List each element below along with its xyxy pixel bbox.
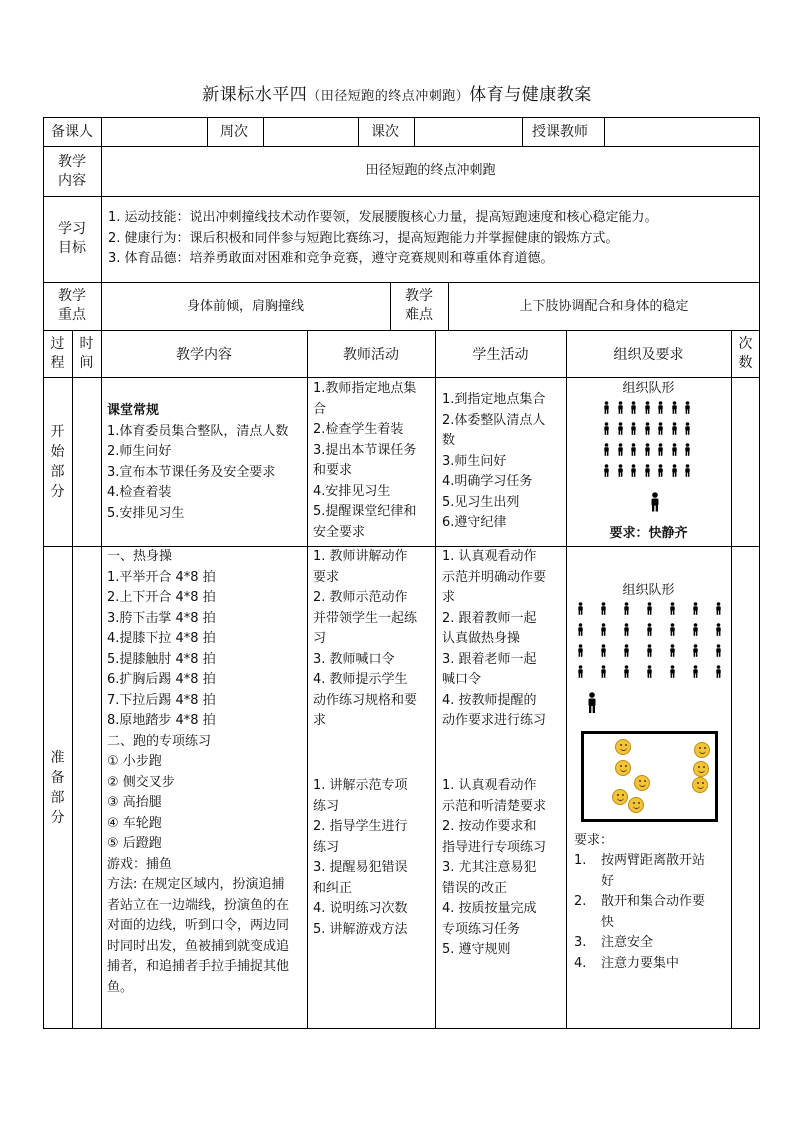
content-value: 田径短跑的终点冲刺跑: [365, 163, 496, 178]
list-item: 2.师生问好: [107, 444, 172, 459]
smiley-icon: [693, 761, 709, 777]
person-icon: [683, 422, 692, 435]
prep-student-list-drills: [442, 776, 566, 961]
person-icon: [629, 401, 638, 414]
list-item: ① 小步跑: [107, 754, 162, 769]
teacher-icon: [648, 492, 662, 512]
start-org-title: 组织队形: [622, 381, 675, 396]
person-icon: [645, 623, 654, 636]
game-field: [581, 731, 718, 822]
person-icon: [602, 401, 611, 414]
list-item: ⑤ 后蹬跑: [107, 836, 162, 851]
list-item: 时同时出发，鱼被捕到就变成追: [107, 938, 290, 954]
count-header: 次 数: [738, 336, 753, 371]
person-icon: [656, 464, 665, 477]
requirement-number: 4.: [574, 955, 587, 971]
list-item: 习: [313, 631, 327, 646]
list-item: 和要求: [313, 463, 353, 478]
start-org-requirement: 要求：快静齐: [609, 526, 688, 541]
list-item: 求: [313, 713, 327, 728]
list-item: 游戏：捕鱼: [107, 856, 173, 872]
person-icon: [714, 665, 723, 678]
content-header: 教学内容: [176, 347, 232, 363]
list-item: 练习: [313, 839, 340, 855]
list-item: 5.提膝触肘 4*8 拍: [107, 651, 216, 667]
list-item: 喊口令: [442, 672, 482, 687]
person-icon: [645, 644, 654, 657]
list-item: 2.体委整队清点人: [442, 412, 546, 428]
list-item: 错误的改正: [442, 880, 508, 896]
list-item: 一、热身操: [107, 549, 173, 564]
list-item: 1.教师指定地点集: [313, 381, 417, 396]
week-label: 周次: [220, 124, 248, 140]
list-item: 6.遵守纪律: [442, 515, 507, 530]
requirement-item: [574, 954, 729, 975]
requirement-number: 3.: [574, 935, 587, 950]
instructor-label: 授课教师: [532, 124, 588, 140]
prep-formation: [576, 602, 726, 686]
smiley-icon: [615, 760, 631, 776]
person-icon: [616, 401, 625, 414]
list-item: 练习: [313, 798, 340, 814]
person-icon: [643, 422, 652, 435]
title-paren-open: （: [307, 89, 321, 104]
teacher-icon: [585, 692, 599, 714]
list-item: 4. 按质按量完成: [442, 901, 537, 916]
person-icon: [714, 602, 723, 615]
student-activity-header: 学生活动: [472, 347, 529, 363]
key-point-label: 教学 重点: [58, 288, 86, 323]
list-item: 4.明确学习任务: [442, 474, 533, 489]
person-icon: [602, 422, 611, 435]
list-item: 2. 跟着教师一起: [442, 610, 537, 626]
list-item: 合: [313, 401, 327, 417]
person-icon: [668, 644, 677, 657]
list-item: 求: [442, 590, 456, 605]
person-icon: [622, 644, 631, 657]
list-item: 要求: [313, 569, 340, 585]
list-item: 2.检查学生着装: [313, 422, 404, 437]
person-icon: [599, 623, 608, 636]
person-icon: [602, 464, 611, 477]
list-item: 3.胯下击掌 4*8 拍: [107, 610, 216, 626]
list-item: 专项练习任务: [442, 921, 521, 937]
list-item: 捕者，和追捕者手拉手捕捉其他: [107, 959, 290, 974]
smiley-icon: [692, 777, 708, 793]
person-icon: [576, 665, 585, 678]
prep-req-label: 要求：: [574, 833, 614, 848]
list-item: 2. 按动作要求和: [442, 819, 537, 834]
page-title: [0, 80, 794, 105]
list-item: 1. 认真观看动作: [442, 778, 537, 793]
list-item: 并带领学生一起练: [313, 610, 418, 626]
person-icon: [656, 443, 665, 456]
list-item: 3.宣布本节课任务及安全要求: [107, 464, 276, 480]
list-item: 二、跑的专项练习: [107, 733, 212, 749]
person-icon: [629, 422, 638, 435]
person-icon: [602, 443, 611, 456]
list-item: 方法: 在规定区域内，扮演追捕: [107, 877, 285, 892]
list-item: 3. 跟着老师一起: [442, 651, 537, 667]
list-item: 4. 说明练习次数: [313, 901, 408, 916]
requirement-number: 1.: [574, 853, 587, 868]
list-item: 安全要求: [313, 524, 366, 540]
person-icon: [691, 644, 700, 657]
goal-item: 2. 健康行为：课后积极和同伴参与短跑比赛练习，提高短跑能力并掌握健康的锻炼方式。: [108, 230, 619, 246]
difficulty-value: 上下肢协调配合和身体的稳定: [519, 299, 689, 314]
list-item: 对面的边线，听到口令，两边同: [107, 918, 290, 933]
start-student-list: [442, 390, 566, 534]
person-icon: [691, 665, 700, 678]
process-header: 过 程: [50, 336, 65, 371]
smiley-icon: [615, 739, 631, 755]
person-icon: [714, 623, 723, 636]
goal-item: 3. 体育品德：培养勇敢面对困难和竞争竞赛，遵守竞赛规则和尊重体育道德。: [108, 251, 554, 266]
requirement-text: 快: [601, 914, 615, 930]
list-item: 示范和听清楚要求: [442, 798, 547, 814]
requirement-item: [574, 933, 729, 954]
requirement-number: 2.: [574, 894, 587, 909]
person-icon: [576, 602, 585, 615]
prep-teacher-list-drills: [313, 776, 435, 940]
person-icon: [670, 401, 679, 414]
difficulty-label: 教学 难点: [405, 288, 433, 323]
person-icon: [683, 464, 692, 477]
list-item: 1.平举开合 4*8 拍: [107, 569, 216, 585]
list-item: 2. 教师示范动作: [313, 590, 408, 605]
person-icon: [668, 602, 677, 615]
person-icon: [691, 602, 700, 615]
list-item: 1.到指定地点集合: [442, 392, 546, 407]
start-formation: [602, 401, 697, 481]
list-item: 3. 尤其注意易犯: [442, 860, 537, 875]
person-icon: [599, 665, 608, 678]
list-item: 5.见习生出列: [442, 494, 520, 510]
list-item: ④ 车轮跑: [107, 815, 162, 831]
requirement-item: [574, 851, 729, 892]
list-item: 数: [442, 433, 456, 448]
person-icon: [622, 665, 631, 678]
requirement-text: 好: [601, 873, 615, 889]
list-item: 4. 按教师提醒的: [442, 692, 537, 708]
teacher-label: 备课人: [51, 124, 93, 140]
person-icon: [668, 665, 677, 678]
prep-section-label: 准 备 部 分: [50, 750, 65, 826]
person-icon: [616, 443, 625, 456]
key-point-value: 身体前倾，肩胸撞线: [186, 299, 304, 314]
person-icon: [691, 623, 700, 636]
person-icon: [576, 623, 585, 636]
list-item: 3. 教师喊口令: [313, 651, 395, 667]
person-icon: [656, 422, 665, 435]
person-icon: [622, 623, 631, 636]
start-teacher-list: [313, 379, 435, 543]
title-post: 体育与健康教案: [469, 85, 592, 105]
requirement-text: 按两臂距离散开站: [601, 853, 706, 868]
list-item: ③ 高抬腿: [107, 795, 162, 810]
start-content-heading: 课堂常规: [107, 403, 160, 418]
start-content-list: [107, 401, 307, 524]
person-icon: [714, 644, 723, 657]
list-item: 5.提醒课堂纪律和: [313, 504, 417, 519]
title-pre: 新课标水平四: [202, 85, 308, 105]
goals-label: 学习 目标: [58, 221, 86, 256]
goals-list: [108, 208, 756, 270]
list-item: 5. 讲解游戏方法: [313, 921, 408, 937]
list-item: 2.上下开合 4*8 拍: [107, 590, 216, 605]
time-header: 时 间: [79, 336, 94, 371]
start-section-label: 开 始 部 分: [50, 424, 65, 500]
person-icon: [599, 644, 608, 657]
list-item: 动作要求进行练习: [442, 713, 547, 728]
smiley-icon: [628, 797, 644, 813]
teacher-activity-header: 教师活动: [343, 347, 399, 363]
list-item: ② 侧交叉步: [107, 774, 175, 790]
list-item: 4.安排见习生: [313, 483, 391, 499]
prep-teacher-list-warmup: [313, 547, 435, 732]
title-paren-close: ）: [455, 89, 470, 104]
person-icon: [670, 443, 679, 456]
person-icon: [616, 422, 625, 435]
list-item: 示范并明确动作要: [442, 569, 547, 585]
smiley-icon: [634, 775, 650, 791]
person-icon: [656, 401, 665, 414]
person-icon: [670, 464, 679, 477]
person-icon: [643, 464, 652, 477]
list-item: 1. 讲解示范专项: [313, 778, 408, 793]
list-item: 3. 提醒易犯错误: [313, 860, 408, 875]
person-icon: [683, 443, 692, 456]
list-item: 1.体育委员集合整队，清点人数: [107, 423, 289, 439]
list-item: 者站立在一边端线，扮演鱼的在: [107, 897, 290, 913]
person-icon: [643, 443, 652, 456]
prep-org-title: 组织队形: [622, 583, 675, 598]
list-item: 鱼。: [107, 979, 134, 995]
list-item: 3.师生问好: [442, 453, 507, 469]
person-icon: [599, 602, 608, 615]
list-item: 5. 遵守规则: [442, 942, 511, 957]
requirement-item: [574, 892, 729, 933]
person-icon: [622, 602, 631, 615]
organization-header: 组织及要求: [613, 347, 684, 363]
requirement-text: 注意力要集中: [601, 955, 680, 971]
list-item: 认真做热身操: [442, 631, 521, 646]
smiley-icon: [694, 742, 710, 758]
person-icon: [645, 602, 654, 615]
list-item: 1. 教师讲解动作: [313, 549, 408, 564]
prep-student-list-warmup: [442, 547, 566, 732]
requirement-text: 注意安全: [601, 935, 654, 950]
list-item: 指导进行专项练习: [442, 839, 547, 855]
list-item: 3.提出本节课任务: [313, 442, 417, 458]
person-icon: [629, 464, 638, 477]
content-label: 教学 内容: [58, 154, 86, 189]
lesson-label: 课次: [371, 124, 399, 140]
smiley-icon: [612, 789, 628, 805]
person-icon: [668, 623, 677, 636]
list-item: 2. 指导学生进行: [313, 819, 408, 834]
list-item: 6.扩胸后踢 4*8 拍: [107, 672, 216, 687]
list-item: 4. 教师提示学生: [313, 672, 408, 687]
person-icon: [645, 665, 654, 678]
person-icon: [629, 443, 638, 456]
person-icon: [643, 401, 652, 414]
list-item: 动作练习规格和要: [313, 692, 418, 708]
prep-requirements: [574, 851, 729, 974]
person-icon: [616, 464, 625, 477]
title-topic: 田径短跑的终点冲刺跑: [320, 89, 456, 104]
requirement-text: 散开和集合动作要: [601, 894, 706, 909]
list-item: 1. 认真观看动作: [442, 549, 537, 564]
person-icon: [670, 422, 679, 435]
prep-content-list: [107, 547, 307, 998]
person-icon: [576, 644, 585, 657]
goal-item: 1. 运动技能：说出冲刺撞线技术动作要领，发展腰腹核心力量，提高短跑速度和核心稳定能力。: [108, 210, 658, 225]
list-item: 8.原地踏步 4*8 拍: [107, 713, 216, 728]
person-icon: [683, 401, 692, 414]
list-item: 7.下拉后踢 4*8 拍: [107, 692, 216, 708]
list-item: 5.安排见习生: [107, 505, 185, 521]
list-item: 4.提膝下拉 4*8 拍: [107, 631, 216, 646]
list-item: 4.检查着装: [107, 485, 172, 500]
list-item: 和纠正: [313, 880, 353, 896]
